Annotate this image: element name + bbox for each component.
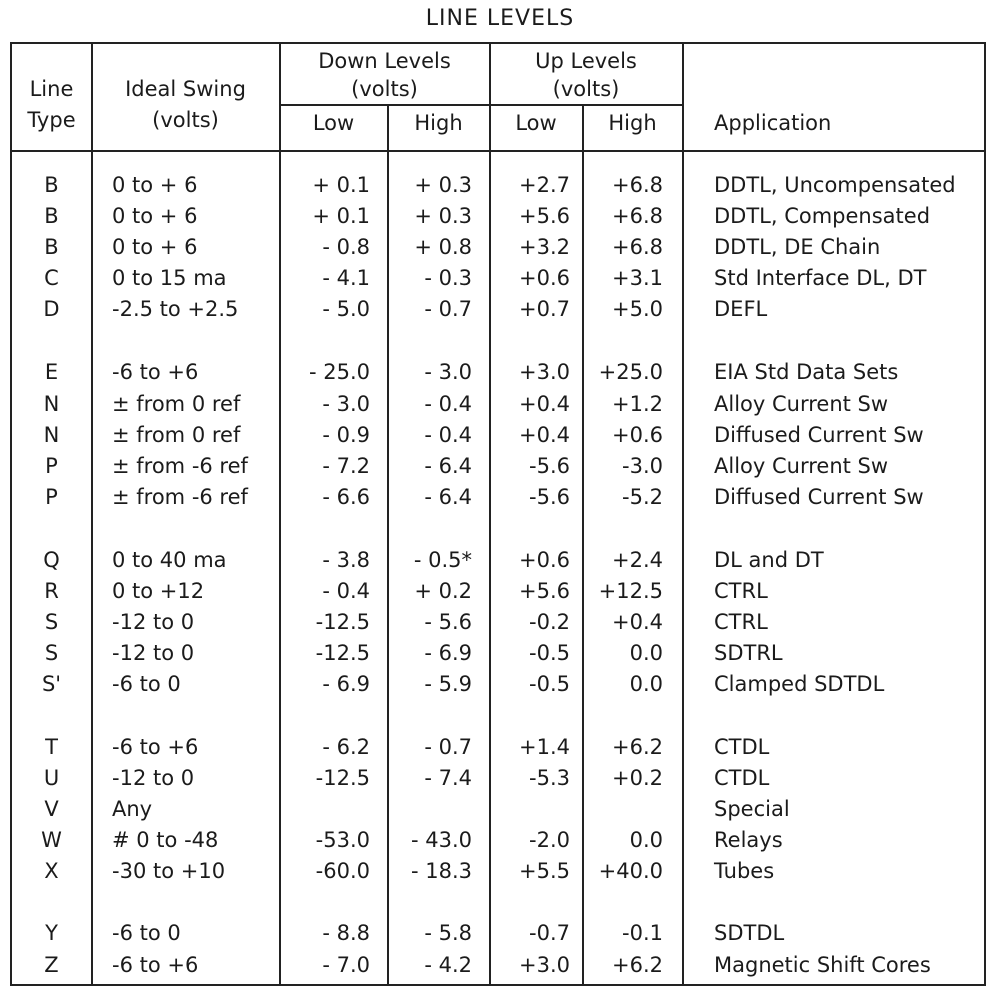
cell-line-type: S (44, 610, 59, 634)
cell-up-high: +6.8 (612, 235, 663, 259)
cell-application: DL and DT (714, 548, 824, 572)
cell-up-high: +25.0 (598, 360, 663, 384)
cell-up-low: -0.5 (529, 672, 570, 696)
cell-up-low: +5.6 (519, 579, 570, 603)
cell-application: CTDL (714, 766, 770, 790)
cell-down-high: - 5.8 (424, 921, 472, 945)
cell-up-low: +3.2 (519, 235, 570, 259)
cell-application: EIA Std Data Sets (714, 360, 899, 384)
cell-line-type: N (43, 423, 60, 447)
header-line-type-1: Line (29, 77, 74, 101)
header-divider (12, 150, 984, 152)
cell-application: Magnetic Shift Cores (714, 953, 931, 977)
cell-ideal-swing: -6 to +6 (112, 735, 199, 759)
cell-ideal-swing: 0 to 40 ma (112, 548, 227, 572)
cell-down-high: + 0.3 (414, 204, 472, 228)
cell-down-high: - 7.4 (424, 766, 472, 790)
cell-up-low: -0.5 (529, 641, 570, 665)
cell-line-type: Y (45, 921, 58, 945)
cell-ideal-swing: -12 to 0 (112, 766, 195, 790)
cell-up-low: +3.0 (519, 360, 570, 384)
cell-up-low: -5.6 (529, 485, 570, 509)
cell-down-low: - 4.1 (322, 266, 370, 290)
cell-up-high: +6.2 (612, 953, 663, 977)
cell-ideal-swing: -6 to +6 (112, 953, 199, 977)
header-down-high: High (414, 111, 463, 135)
cell-line-type: Z (44, 953, 59, 977)
cell-line-type: E (44, 360, 59, 384)
cell-up-high: -5.2 (622, 485, 663, 509)
cell-down-high: + 0.3 (414, 173, 472, 197)
cell-down-high: - 6.9 (424, 641, 472, 665)
cell-up-high: 0.0 (629, 672, 663, 696)
cell-application: Alloy Current Sw (714, 454, 889, 478)
cell-down-low: - 3.8 (322, 548, 370, 572)
cell-ideal-swing: 0 to 15 ma (112, 266, 227, 290)
cell-line-type: D (43, 297, 60, 321)
cell-down-high: - 6.4 (424, 485, 472, 509)
cell-application: SDTRL (714, 641, 783, 665)
cell-ideal-swing: ± from -6 ref (112, 485, 248, 509)
cell-down-low: - 0.8 (322, 235, 370, 259)
cell-application: Special (714, 797, 790, 821)
cell-down-high: - 0.7 (424, 297, 472, 321)
cell-ideal-swing: -12 to 0 (112, 610, 195, 634)
cell-up-high: -0.1 (622, 921, 663, 945)
header-line-type-2: Type (27, 108, 76, 132)
cell-ideal-swing: ± from 0 ref (112, 423, 241, 447)
cell-down-low: - 0.9 (322, 423, 370, 447)
cell-ideal-swing: -12 to 0 (112, 641, 195, 665)
cell-up-low: +1.4 (519, 735, 570, 759)
cell-up-high: +3.1 (612, 266, 663, 290)
cell-application: Relays (714, 828, 783, 852)
cell-up-low: +2.7 (519, 173, 570, 197)
cell-down-low: -53.0 (315, 828, 370, 852)
cell-application: Alloy Current Sw (714, 392, 889, 416)
cell-line-type: U (43, 766, 60, 790)
cell-down-low: - 6.9 (322, 672, 370, 696)
cell-line-type: B (44, 235, 59, 259)
header-ideal-swing-2: (volts) (152, 108, 219, 132)
cell-application: Diffused Current Sw (714, 485, 924, 509)
cell-down-high: - 0.4 (424, 423, 472, 447)
cell-up-high: +12.5 (598, 579, 663, 603)
cell-up-low: +0.4 (519, 392, 570, 416)
cell-line-type: W (41, 828, 62, 852)
table-title: LINE LEVELS (425, 6, 575, 31)
cell-down-high: - 0.5* (413, 548, 472, 572)
cell-ideal-swing: -2.5 to +2.5 (112, 297, 239, 321)
cell-line-type: P (45, 454, 58, 478)
cell-up-high: +0.6 (612, 423, 663, 447)
cell-down-high: - 6.4 (424, 454, 472, 478)
cell-down-low: -12.5 (315, 641, 370, 665)
cell-down-low: - 0.4 (322, 579, 370, 603)
cell-down-low: - 7.0 (322, 953, 370, 977)
cell-up-high: -3.0 (622, 454, 663, 478)
column-divider (682, 44, 684, 984)
cell-down-high: + 0.2 (414, 579, 472, 603)
subheader-divider (279, 104, 682, 106)
cell-up-high: +6.8 (612, 204, 663, 228)
cell-down-low: - 8.8 (322, 921, 370, 945)
cell-down-high: - 43.0 (410, 828, 472, 852)
cell-down-high: - 4.2 (424, 953, 472, 977)
cell-up-low: -5.6 (529, 454, 570, 478)
header-down-levels-2: (volts) (351, 77, 418, 101)
cell-line-type: R (44, 579, 59, 603)
cell-down-low: - 6.6 (322, 485, 370, 509)
cell-application: DEFL (714, 297, 768, 321)
cell-application: CTDL (714, 735, 770, 759)
cell-line-type: S (44, 641, 59, 665)
cell-application: DDTL, Uncompensated (714, 173, 956, 197)
cell-line-type: X (44, 859, 59, 883)
header-up-levels-2: (volts) (552, 77, 620, 101)
cell-up-high: +6.2 (612, 735, 663, 759)
cell-ideal-swing: 0 to + 6 (112, 235, 198, 259)
cell-up-high: +0.4 (612, 610, 663, 634)
cell-up-high: +1.2 (612, 392, 663, 416)
cell-line-type: S' (41, 672, 62, 696)
cell-application: CTRL (714, 610, 768, 634)
header-down-levels-1: Down Levels (318, 49, 451, 73)
cell-down-high: - 0.7 (424, 735, 472, 759)
cell-ideal-swing: # 0 to -48 (112, 828, 219, 852)
cell-down-high: - 18.3 (410, 859, 472, 883)
cell-line-type: N (43, 392, 60, 416)
cell-application: Std Interface DL, DT (714, 266, 927, 290)
cell-down-high: - 0.3 (424, 266, 472, 290)
cell-line-type: B (44, 173, 59, 197)
cell-down-high: - 0.4 (424, 392, 472, 416)
cell-up-high: +0.2 (612, 766, 663, 790)
cell-down-low: -12.5 (315, 610, 370, 634)
cell-up-high: 0.0 (629, 641, 663, 665)
cell-application: Clamped SDTDL (714, 672, 885, 696)
header-application: Application (714, 111, 832, 135)
cell-ideal-swing: -6 to 0 (112, 921, 181, 945)
cell-up-high: +6.8 (612, 173, 663, 197)
cell-application: Diffused Current Sw (714, 423, 924, 447)
cell-ideal-swing: ± from -6 ref (112, 454, 248, 478)
header-ideal-swing-1: Ideal Swing (125, 77, 246, 101)
cell-ideal-swing: -6 to +6 (112, 360, 199, 384)
cell-down-high: - 5.9 (424, 672, 472, 696)
cell-ideal-swing: ± from 0 ref (112, 392, 241, 416)
cell-line-type: T (45, 735, 58, 759)
header-up-low: Low (515, 111, 557, 135)
cell-line-type: P (45, 485, 58, 509)
cell-up-low: +0.4 (519, 423, 570, 447)
cell-application: SDTDL (714, 921, 785, 945)
cell-line-type: V (44, 797, 59, 821)
cell-down-low: -12.5 (315, 766, 370, 790)
cell-ideal-swing: 0 to +12 (112, 579, 205, 603)
cell-up-low: -2.0 (529, 828, 570, 852)
header-up-levels-1: Up Levels (535, 49, 637, 73)
cell-up-high: +5.0 (612, 297, 663, 321)
cell-ideal-swing: Any (112, 797, 153, 821)
cell-up-low: +5.5 (519, 859, 570, 883)
column-divider (91, 44, 93, 984)
cell-application: DDTL, DE Chain (714, 235, 881, 259)
cell-down-high: + 0.8 (414, 235, 472, 259)
cell-up-low: -0.7 (529, 921, 570, 945)
cell-ideal-swing: -30 to +10 (112, 859, 226, 883)
cell-application: CTRL (714, 579, 768, 603)
cell-up-low: +0.7 (519, 297, 570, 321)
cell-down-low: - 6.2 (322, 735, 370, 759)
cell-line-type: B (44, 204, 59, 228)
cell-line-type: Q (43, 548, 60, 572)
cell-up-high: +2.4 (612, 548, 663, 572)
cell-ideal-swing: 0 to + 6 (112, 173, 198, 197)
cell-line-type: C (44, 266, 59, 290)
cell-up-high: 0.0 (629, 828, 663, 852)
cell-down-high: - 5.6 (424, 610, 472, 634)
cell-up-low: +3.0 (519, 953, 570, 977)
cell-up-low: +0.6 (519, 266, 570, 290)
cell-down-low: + 0.1 (312, 173, 370, 197)
header-up-high: High (608, 111, 657, 135)
cell-down-low: - 3.0 (322, 392, 370, 416)
cell-down-high: - 3.0 (424, 360, 472, 384)
cell-down-low: -60.0 (315, 859, 370, 883)
cell-down-low: - 7.2 (322, 454, 370, 478)
cell-down-low: + 0.1 (312, 204, 370, 228)
cell-up-low: -5.3 (529, 766, 570, 790)
line-levels-table (10, 42, 986, 986)
cell-up-high: +40.0 (598, 859, 663, 883)
cell-down-low: - 25.0 (308, 360, 370, 384)
header-down-low: Low (312, 111, 355, 135)
cell-application: DDTL, Compensated (714, 204, 931, 228)
cell-ideal-swing: 0 to + 6 (112, 204, 198, 228)
cell-up-low: +0.6 (519, 548, 570, 572)
cell-ideal-swing: -6 to 0 (112, 672, 181, 696)
cell-down-low: - 5.0 (322, 297, 370, 321)
cell-up-low: -0.2 (529, 610, 570, 634)
cell-application: Tubes (714, 859, 775, 883)
cell-up-low: +5.6 (519, 204, 570, 228)
